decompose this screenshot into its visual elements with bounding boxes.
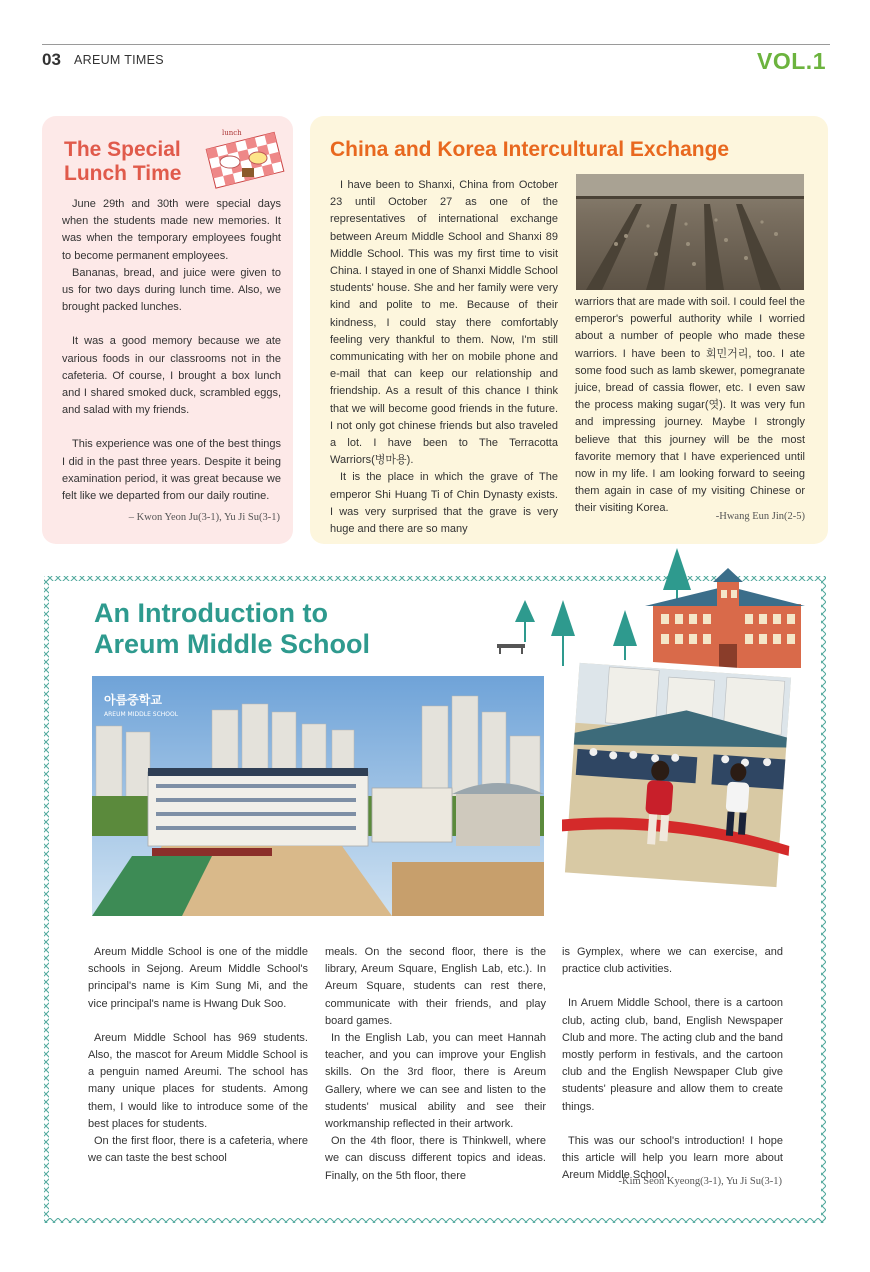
china-paragraph: It is the place in which the grave of The emperor Shi Huang Ti of Chin Dynasty exists. I was very surprised that the grave is very huge and there are so many <box>330 471 558 536</box>
intro-paragraph: Areum Middle School has 969 students. Also, the mascot for Areum Middle School is a penguin named Areumi. The school has many unique places for students. Among them, I would like to introduce some of the best places for students. <box>88 1031 308 1130</box>
lunch-paragraph: This experience was one of the best things I did in the past three years. Despite it being examination period, it was great because we felt like we departed from our daily routine. <box>62 438 281 503</box>
intro-paragraph: is Gymplex, where we can exercise, and practice club activities. <box>562 946 783 976</box>
lunch-article-title: The Special Lunch Time <box>64 138 182 185</box>
intro-paragraph: This was our school's introduction! I hope this article will help you learn more about Areum Middle School. <box>562 1134 783 1182</box>
intro-paragraph: On the first floor, there is a cafeteria, where we can taste the best school <box>88 1135 308 1165</box>
china-column-1 <box>330 177 558 538</box>
china-column-2 <box>575 294 805 518</box>
terracotta-warriors-photo <box>576 174 804 290</box>
sports-day-race-photo <box>562 660 794 890</box>
lunch-paragraph: It was a good memory because we ate various foods in our classrooms not in the cafeteria. Of course, I brought a box lunch and I shared smoked duck, scrambled eggs, and salad with my friends. <box>62 335 281 417</box>
volume-label: VOL.1 <box>757 48 826 74</box>
school-sign: 아름중학교 <box>104 693 162 707</box>
china-article-title: China and Korea Intercultural Exchange <box>330 138 730 161</box>
svg-text:lunch: lunch <box>222 129 242 137</box>
china-paragraph: I have been to Shanxi, China from October 23 until October 27 as one of the representatives of international exchange between Areum Middle School and Shanxi 89 Middle School. This was my first time to visit China. I stayed in one of Shanxi Middle School students' house. She and her family were very kind and polite to me. Because of their kindness, I could stay there comfortably feeling very thankful to them. Now, I'm still communicating with her on mobile phone and e-mail that can keep our relationship and friendship. As a result of this chance I think that we will become good friends in the future. I not only got chinese friends but also traveled a lot. I have been to The Terracotta Warriors(병마용). <box>330 179 558 467</box>
school-sign-english: AREUM MIDDLE SCHOOL <box>104 711 179 718</box>
intro-column-3 <box>562 944 783 1184</box>
lunch-paragraph: June 29th and 30th were special days when the students made new memories. It was when the temporary employees fought to become permanent employees. <box>62 198 281 262</box>
china-paragraph: warriors that are made with soil. I could feel the emperor's powerful authority while I worried about a number of people who made these warriors. I have been to 회민거리, too. I ate some food such as lamb skewer, pomegranate juice, bread of cassia flower, etc. I even saw the process making sugar(엿). It was very fun and impressing journey. Maybe I strongly believe that this journey will be the most favorite memory that I have experienced until now in my life. I am looking forward to seeing them again in case of my visiting Chinese or their visiting Korea. <box>575 296 805 515</box>
intro-paragraph: In the English Lab, you can meet Hannah teacher, and you can improve your English skills. On the 3rd floor, there is Areum Gallery, where we can see and listen to the students' musical ability and see their workmanship reflected in their artwork. <box>325 1032 546 1131</box>
intro-paragraph: In Aruem Middle School, there is a cartoon club, acting club, band, English Newspaper Club and more. The acting club and the band mostly perform in festivals, and the cartoon club and the English Newspaper Club give students' pleasure and allow them to create things. <box>562 997 783 1113</box>
china-byline: -Hwang Eun Jin(2-5) <box>715 511 805 522</box>
publication-name: AREUM TIMES <box>74 53 164 67</box>
intro-paragraph: Areum Middle School is one of the middle schools in Sejong. Areum Middle School's principal's name is Kim Sung Mi, and the vice principal's name is Hwang Duk Soo. <box>88 946 308 1010</box>
lunch-byline: – Kwon Yeon Ju(3-1), Yu Ji Su(3-1) <box>128 512 280 523</box>
intro-byline: -Kim Seon Kyeong(3-1), Yu Ji Su(3-1) <box>618 1176 782 1187</box>
lunch-paragraph: Bananas, bread, and juice were given to us for two days during lunch time. Also, we brought packed lunches. <box>62 266 281 314</box>
intro-paragraph: On the 4th floor, there is Thinkwell, where we can discuss different topics and ideas. Finally, on the 5th floor, there <box>325 1135 546 1182</box>
intro-paragraph: meals. On the second floor, there is the library, Areum Square, English Lab, etc.). In Areum Square, students can rest there, communicate with their friends, and play board games. <box>325 946 546 1027</box>
intro-article-title: An Introduction to Areum Middle School <box>94 598 371 659</box>
lunch-article-body <box>62 196 281 505</box>
lunch-picnic-illustration-icon <box>200 126 292 190</box>
header-rule <box>42 44 830 45</box>
intro-column-2 <box>325 944 546 1185</box>
school-aerial-photo <box>92 676 544 916</box>
intro-column-1 <box>88 944 308 1167</box>
page-number: 03 <box>42 50 61 69</box>
school-building-trees-icon <box>495 540 805 670</box>
